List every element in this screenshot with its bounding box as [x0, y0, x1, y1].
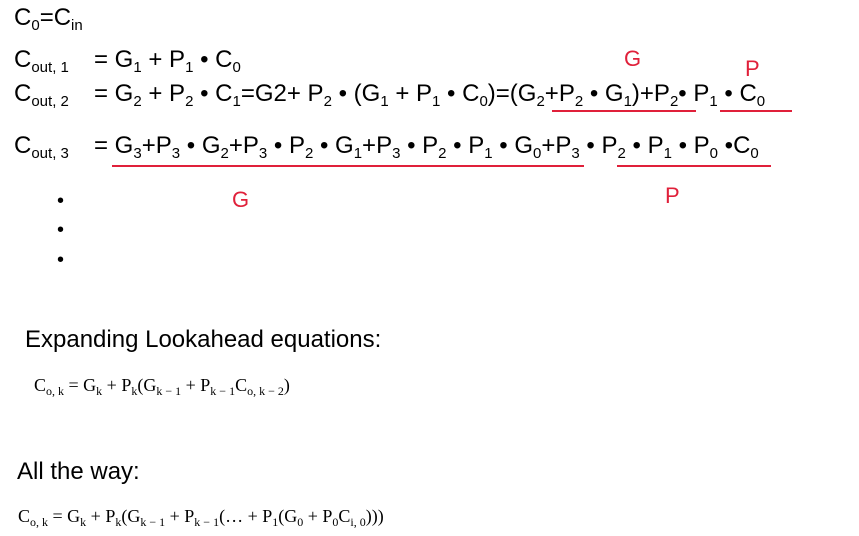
- equation-cout-3: $C_{out, 3}$: [14, 132, 69, 162]
- bullet-1: •: [57, 190, 65, 212]
- underline-p-line3: [617, 165, 771, 167]
- bullet-2: •: [57, 219, 65, 241]
- label-p-top: P: [745, 56, 760, 81]
- equation-cout-1-rhs: = $G_1 + P_1$ • $C_0$: [94, 46, 241, 76]
- equation-c0: $C_0=C_{in}$: [14, 4, 83, 34]
- equation-cout-2: $C_{out, 2}$: [14, 80, 69, 110]
- label-g-top: G: [624, 46, 642, 71]
- equation-cout-2-rhs: = $G_2 + P_2$ • $C_1=G2+ P_2$ • ($G_1 + P_1$ • $C_0)=(G_2+P_2$ • $G_1)+P_2•$ $P_1$ • $C_0$: [94, 80, 766, 110]
- underline-p-line2: [720, 110, 792, 112]
- bullet-3: •: [57, 249, 65, 271]
- equation-cout-1: $C_{out, 1}$: [14, 46, 69, 76]
- underline-g-line2: [552, 110, 696, 112]
- heading-expanding: Expanding Lookahead equations:: [25, 326, 382, 353]
- underline-g-line3: [112, 165, 584, 167]
- label-g-bottom: G: [232, 187, 250, 212]
- label-p-bottom: P: [665, 183, 680, 208]
- equation-all-the-way: $C_{o, k} = G_k + P_k(G_{k - 1}$ + $P_{k - 1}(\dots + P_1(G_0 + P_0C_{i, 0}))$): [18, 506, 384, 529]
- heading-all-the-way: All the way:: [17, 458, 140, 485]
- equation-cout-3-rhs: = $G_3+P_3$ • $G_2+P_3$ • $P_2$ • $G_1+P_3$ • $P_2$ • $P_1$ • $G_0+P_3$ • $P_2$ • $P_1$ • $P_0$ $•C_0$: [94, 132, 759, 162]
- equation-expanding: $C_{o, k} = G_k + P_k(G_{k - 1} + P_{k - 1}C_{o, k - 2})$: [34, 375, 290, 398]
